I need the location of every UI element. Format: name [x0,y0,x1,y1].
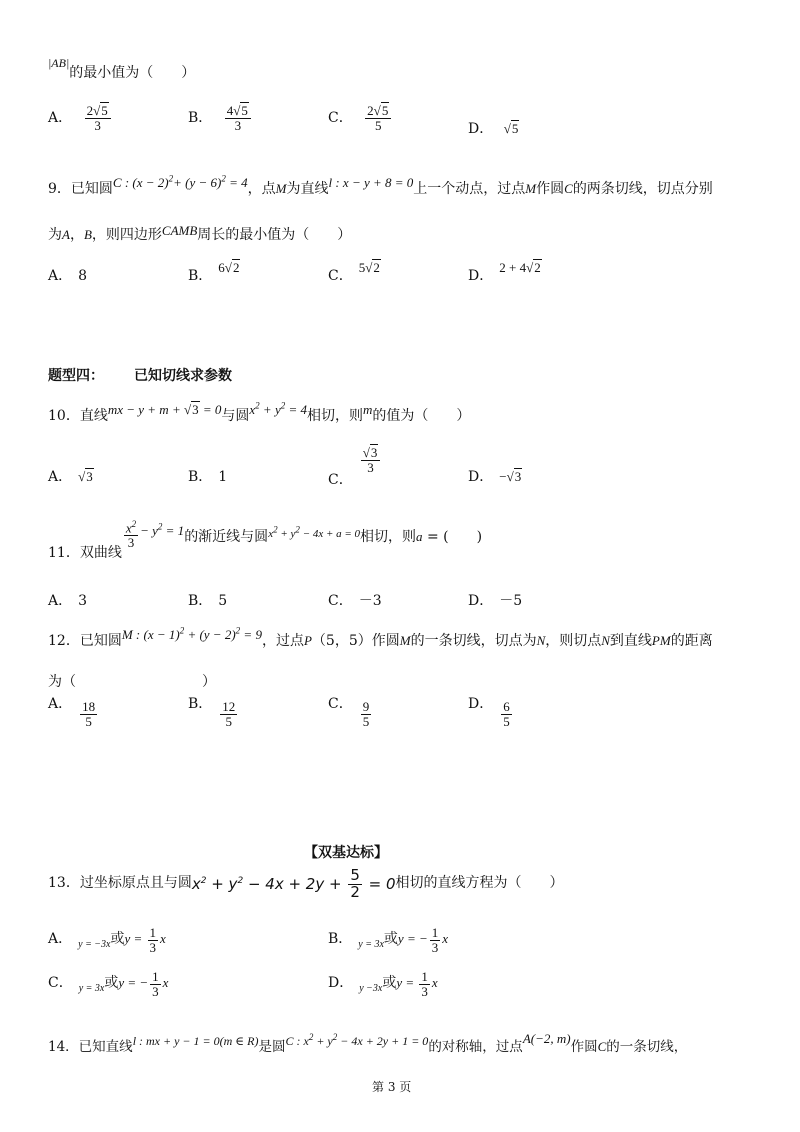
q8-stem-text: 的最小值为（ ） [69,65,196,81]
q11-option-c: C． －3 [328,593,382,609]
q10-stem: 10．直线mx − y + m + √3 = 0与圆$x^2 + y^2 = 4$相切，则m的值为（ ） [48,400,471,424]
q11-option-b: B． 5 [188,593,228,609]
q12-option-a: A． $\frac{18}{5}$ [48,696,96,729]
q12-stem-line2: 为（ ） [48,674,216,690]
q8-option-d-value: √5 [503,121,519,136]
q11-option-a: A． 3 [48,593,88,609]
q8-option-a: A． $\frac{2√5}{3}$ [48,104,113,132]
q11-option-d: D． －5 [468,593,523,609]
q8-stem [48,52,196,81]
q11-frac: $\frac{x^2}{3}$ [125,519,137,550]
q9-stem-line1: 9．已知圆C : $(x - 2)^2+ (y - 6)^2 = 4$，点M为直线l : x − y + 8 = 0上一个动点，过点M作圆C的两条切线，切点分别 [48,173,713,197]
q13-circle-eq: $x^2 + y^2 - 4x + 2y$ + $\frac{5}{2}$ = 0 [191,866,396,901]
q12-stem-line1: 12．已知圆M : $(x - 1)^2 + (y - 2)^2 = 9$，过点P（5，5）作圆M的一条切线，切点为N，则切点N到直线PM的距离 [48,625,713,649]
q14-stem: 14．已知直线l : mx + y − 1 = 0(m ∈ R)是圆C : $x^2 + y^2 - 4x + 2y + 1 = 0$的对称轴，过点A(−2, m)作圆C的一条切线， [48,1031,688,1055]
q13-stem: 13．过坐标原点且与圆$x^2 + y^2 - 4x + 2y$ + $\frac{5}{2}$ = 0相切的直线方程为（ ） [48,866,564,901]
q13-option-c: C． $_{y = 3x}$或y = − $\frac{1}{3}$ x [48,969,169,999]
q13-option-d: D． $_{y -3x}$或y = $\frac{1}{3}$ x [328,969,438,999]
q13-option-a: A． $_{y = -3x}$或y = $\frac{1}{3}$ x [48,925,166,955]
q9-line-eq: l : x − y + 8 = 0 [328,175,414,190]
q13-option-b: B． $_{y = 3x}$或y = − $\frac{1}{3}$ x [328,925,449,955]
q10-circle-eq: $x^2 + y^2 = 4$ [249,400,307,417]
q12-option-c: C． $\frac{9}{5}$ [328,696,370,729]
q11-circle-eq: $x^2 + y^2 - 4x + a = 0$ [268,524,361,540]
q14-line-eq: l : mx + y − 1 = 0(m ∈ R) [132,1034,259,1048]
q10-option-c: C． $\frac{√3}{3}$ [328,446,382,474]
q9-option-a: A． 8 [48,268,88,284]
q8-abs-ab: |AB| [48,56,70,70]
q8-option-b: B． $\frac{4√5}{3}$ [188,104,253,132]
q10-option-a: A． √3 [48,469,93,485]
q10-option-d: D． −√3 [468,469,522,485]
q10-option-b: B． 1 [188,469,228,485]
q9-circle-eq: C : $(x - 2)^2+ (y - 6)^2 = 4$ [112,173,248,190]
q9-stem-line2: 为A，B，则四边形CAMB周长的最小值为（ ） [48,223,352,243]
section-heading-basic: 【双基达标】 [304,845,388,861]
q8-option-d: D． √5 [468,121,519,137]
section-heading-4: 题型四： 已知切线求参数 [48,368,232,384]
page-footer: 第 3 页 [372,1080,412,1094]
q12-option-d: D． $\frac{6}{5}$ [468,696,510,729]
q9-option-c: C．5√2 [328,260,380,284]
q8-option-c: C． $\frac{2√5}{5}$ [328,104,393,132]
q11-stem: 11．双曲线 $\frac{x^2}{3}$ − $y^2 = 1$的渐近线与圆$x^2 + y^2 - 4x + a = 0$相切，则a = ( ) [48,519,483,561]
q12-option-b: B． $\frac{12}{5}$ [188,696,236,729]
q9-option-b: B．6√2 [188,260,240,284]
q8-option-b-value: $\frac{4√5}{3}$ [225,104,251,132]
q14-circle-eq: C : $x^2 + y^2 - 4x + 2y + 1 = 0$ [285,1032,429,1048]
q8-option-c-value: $\frac{2√5}{5}$ [365,104,391,132]
q9-camb: CAMB [161,223,198,238]
q12-circle-eq: M : $(x - 1)^2 + (y - 2)^2 = 9$ [121,625,262,642]
q14-point: A(−2, m) [522,1031,571,1046]
q10-line-eq: mx − y + m + √3 = 0 [107,402,222,417]
q8-option-a-value: $\frac{2√5}{3}$ [85,104,111,132]
q9-option-d: D．2 + 4√2 [468,260,541,284]
